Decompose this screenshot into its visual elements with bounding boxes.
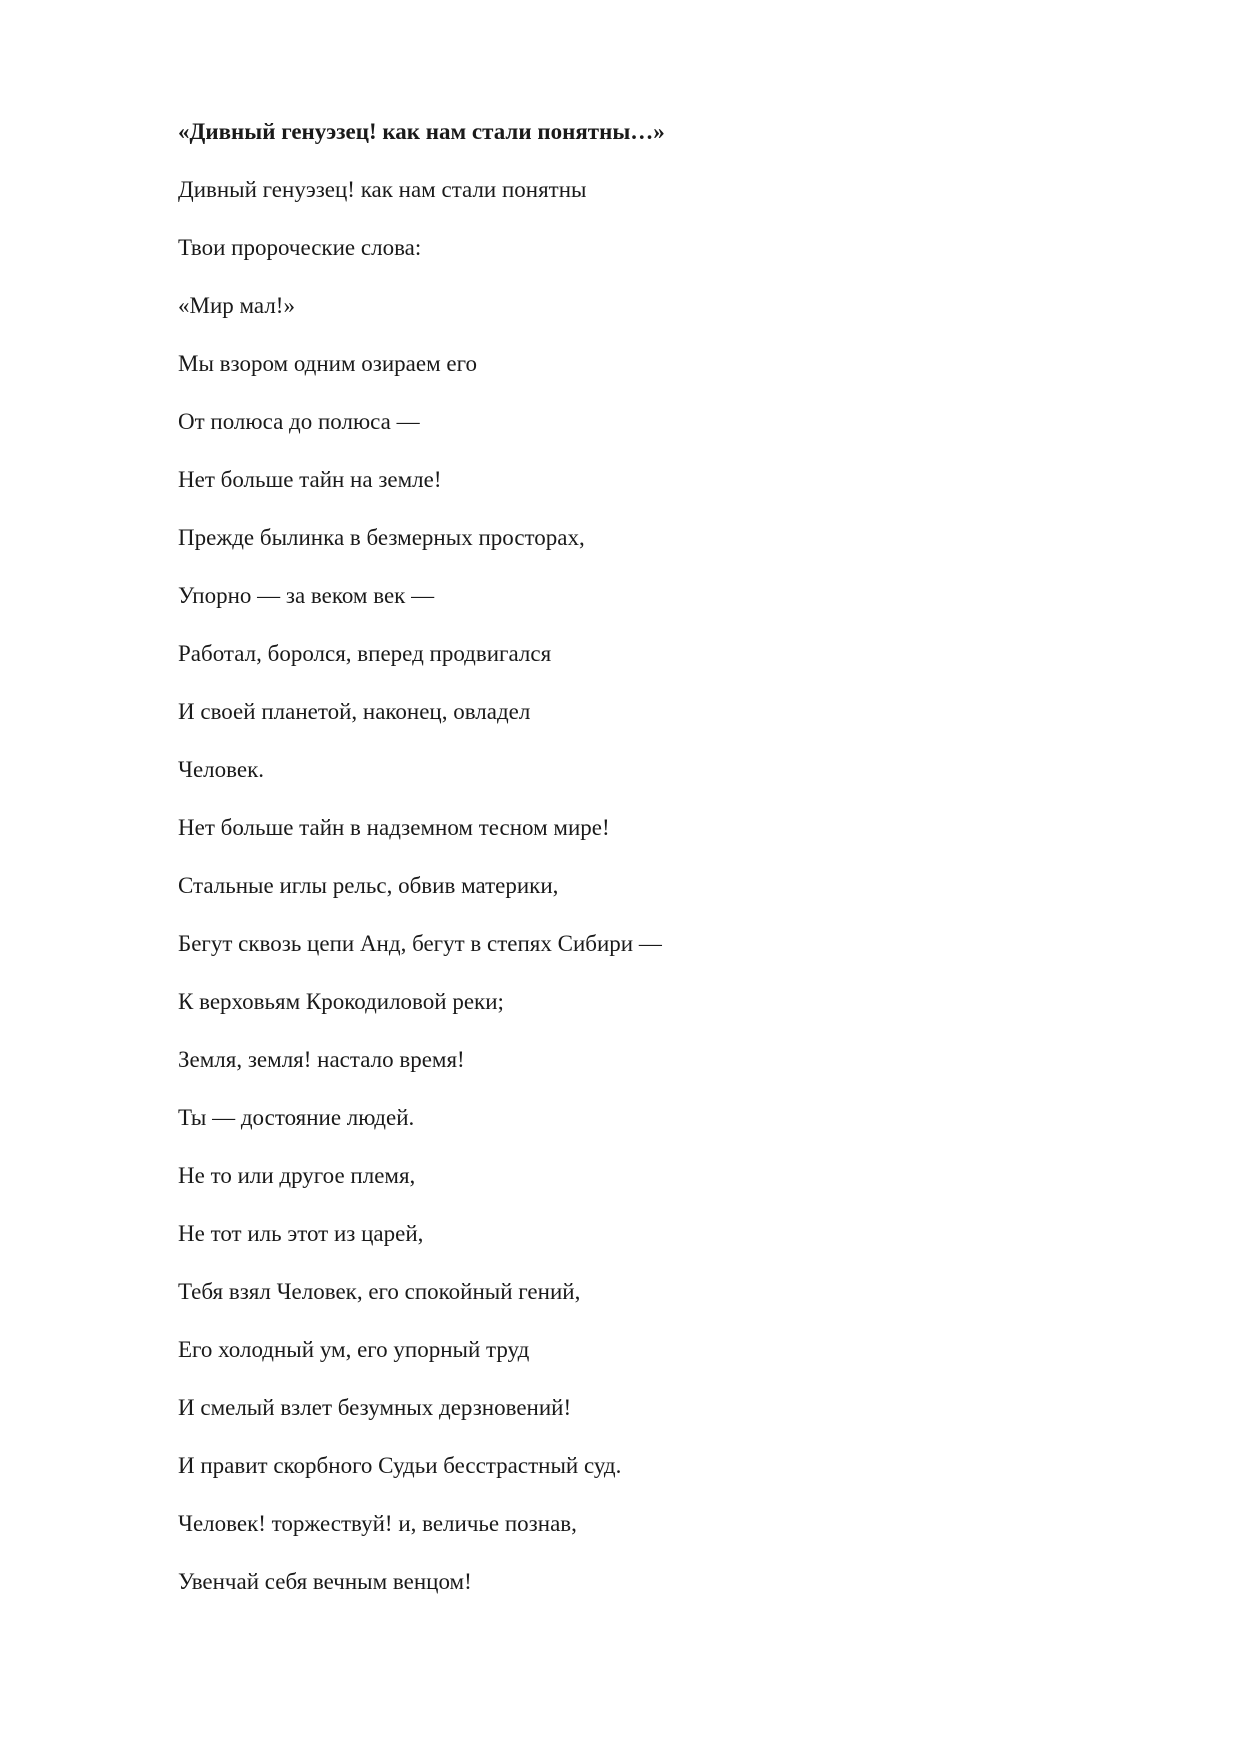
poem-line: Ты — достояние людей. [178,1105,415,1130]
poem-line: От полюса до полюса — [178,409,420,434]
poem-line: Человек! торжествуй! и, величье познав, [178,1511,577,1536]
poem-line: К верховьям Крокодиловой реки; [178,989,504,1014]
poem-line: Человек. [178,757,264,782]
poem-line: Работал, боролся, вперед продвигался [178,641,552,666]
poem-line: Бегут сквозь цепи Анд, бегут в степях Сибири — [178,931,662,956]
poem-title: «Дивный генуэзец! как нам стали понятны…» [178,119,665,144]
poem-line: Земля, земля! настало время! [178,1047,465,1072]
poem-line: Твои пророческие слова: [178,235,422,260]
poem-line: Дивный генуэзец! как нам стали понятны [178,177,587,202]
poem-line: Не тот иль этот из царей, [178,1221,424,1246]
poem-line: И своей планетой, наконец, овладел [178,699,531,724]
poem-body [178,118,1078,1626]
poem-line: Нет больше тайн в надземном тесном мире! [178,815,610,840]
poem-line: Не то или другое племя, [178,1163,416,1188]
poem-line: Упорно — за веком век — [178,583,435,608]
poem-line: И смелый взлет безумных дерзновений! [178,1395,572,1420]
poem-line: Его холодный ум, его упорный труд [178,1337,530,1362]
poem-line: Прежде былинка в безмерных просторах, [178,525,585,550]
poem-lines [178,176,1078,1596]
poem-line: Мы взором одним озираем его [178,351,477,376]
poem-line: Нет больше тайн на земле! [178,467,442,492]
poem-line: «Мир мал!» [178,293,295,318]
poem-line: Увенчай себя вечным венцом! [178,1569,472,1594]
poem-line: Тебя взял Человек, его спокойный гений, [178,1279,581,1304]
poem-line: Стальные иглы рельс, обвив материки, [178,873,559,898]
poem-line: И правит скорбного Судьи бесстрастный суд. [178,1453,622,1478]
